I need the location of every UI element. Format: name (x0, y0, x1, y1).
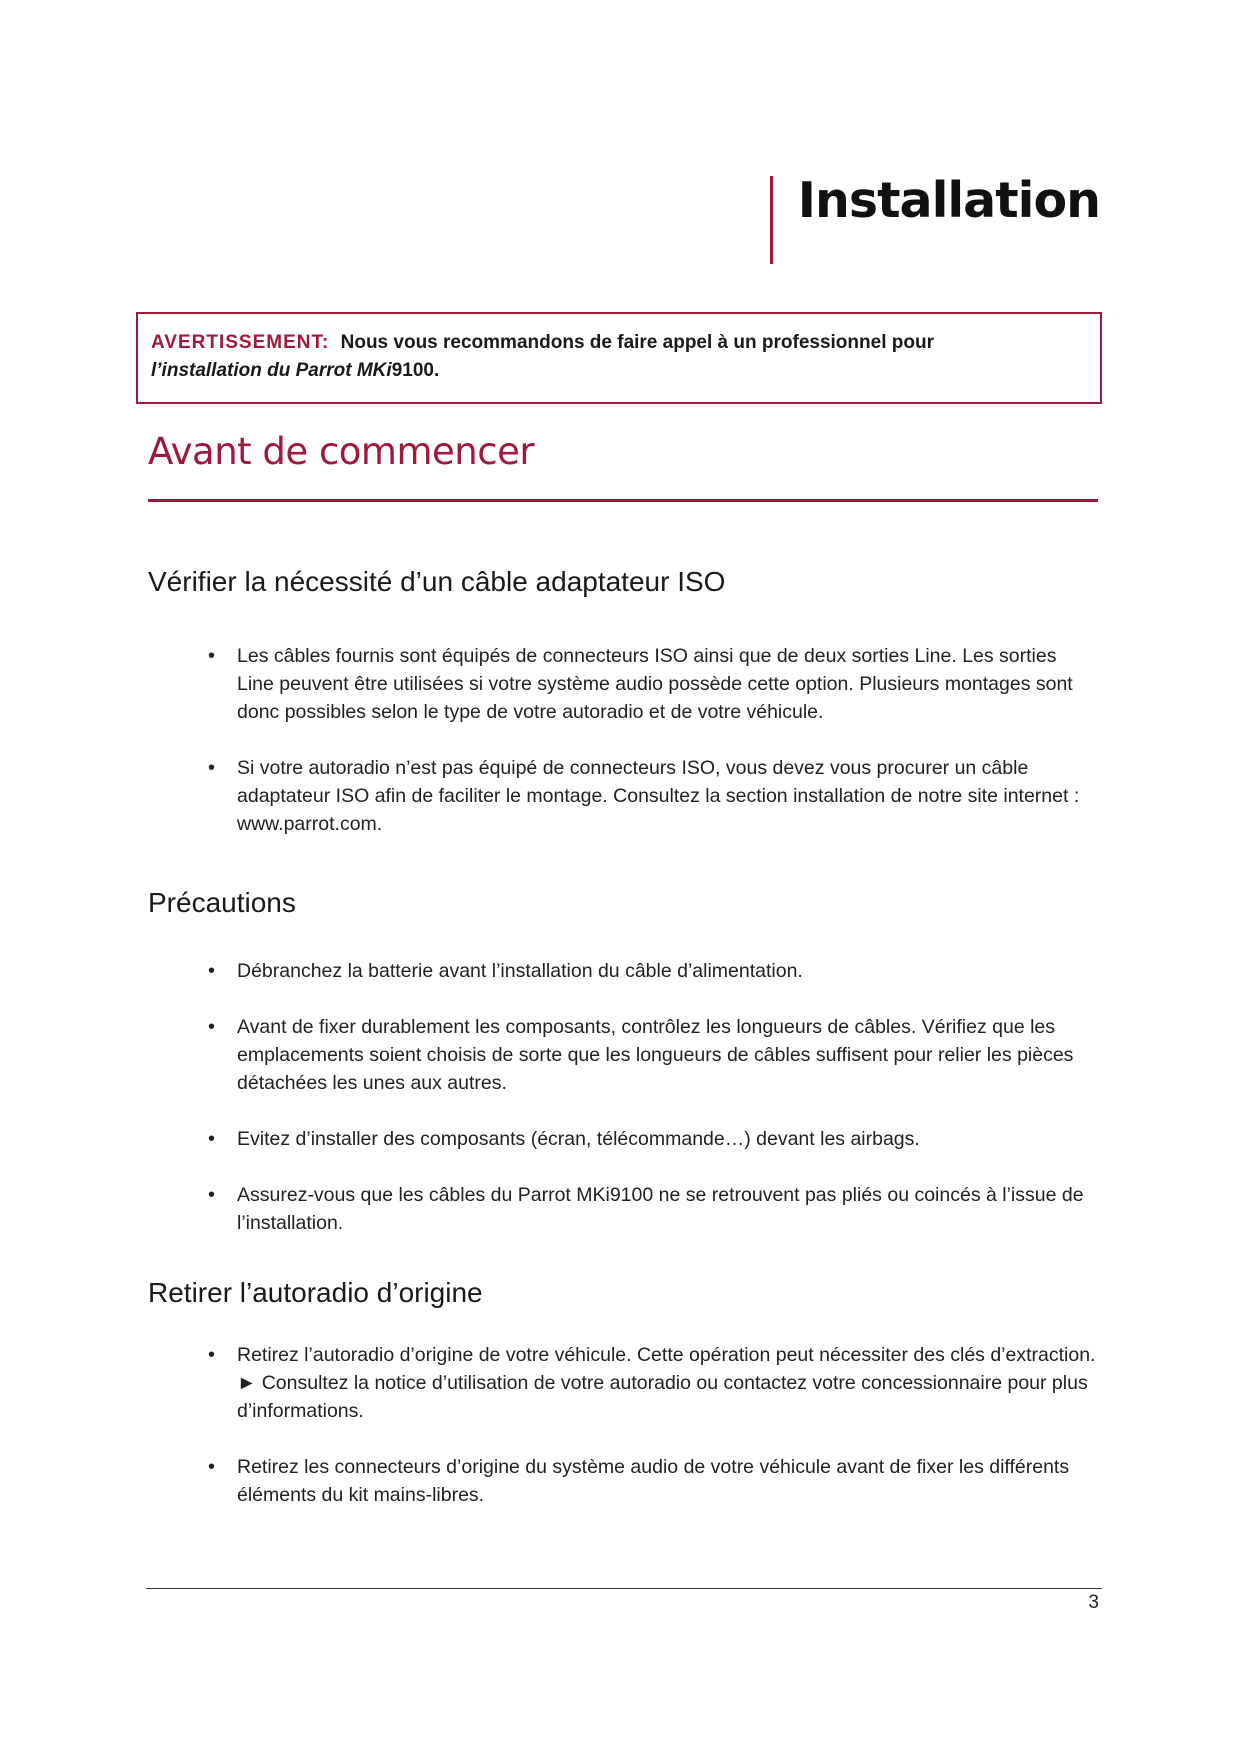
list-item: • Si votre autoradio n’est pas équipé de connecteurs ISO, vous devez vous procurer un câble adaptateur ISO afin de faciliter le montage. Consultez la section installation de notre site internet : www.parrot.com. (148, 754, 1098, 838)
list-item: • Débranchez la batterie avant l’installation du câble d’alimentation. (148, 957, 1098, 985)
bullet-icon: • (208, 1456, 216, 1478)
warning-text-end: 9100. (391, 360, 440, 381)
page-number: 3 (1088, 1592, 1099, 1613)
bullet-icon: • (208, 1184, 216, 1206)
warning-text: Nous vous recommandons de faire appel à un professionnel pour (340, 332, 934, 353)
subsection-title-autoradio: Retirer l’autoradio d’origine (148, 1277, 483, 1308)
warning-text-italic: l’installation du Parrot MKi (151, 360, 392, 381)
list-item: • Les câbles fournis sont équipés de connecteurs ISO ainsi que de deux sorties Line. Les sorties Line peuvent être utilisées si votre système audio possède cette option. Plusieurs montages sont donc possibles selon le type de votre autoradio et de votre véhicule. (148, 642, 1098, 726)
iso-list (148, 642, 1098, 866)
bullet-icon: • (208, 1016, 216, 1038)
title-accent-bar (770, 176, 773, 264)
autoradio-list (148, 1341, 1098, 1537)
page-title: Installation (797, 172, 1100, 229)
bullet-icon: • (208, 645, 216, 667)
list-item: • Assurez-vous que les câbles du Parrot MKi9100 ne se retrouvent pas pliés ou coincés à l’issue de l’installation. (148, 1181, 1098, 1237)
warning-line-1 (151, 329, 1087, 357)
warning-box (136, 312, 1102, 404)
warning-label: AVERTISSEMENT: (151, 332, 330, 353)
bullet-icon: • (208, 960, 216, 982)
bullet-icon: • (208, 757, 216, 779)
bullet-icon: • (208, 1128, 216, 1150)
list-item: • Retirez les connecteurs d’origine du système audio de votre véhicule avant de fixer les différents éléments du kit mains-libres. (148, 1453, 1098, 1509)
list-item: • Retirez l’autoradio d’origine de votre véhicule. Cette opération peut nécessiter des clés d’extraction. ► Consultez la notice d’utilisation de votre autoradio ou contactez votre concessionnaire pour plus d’informations. (148, 1341, 1098, 1425)
footer-divider (146, 1588, 1102, 1589)
section-title: Avant de commencer (148, 430, 535, 473)
list-item: • Avant de fixer durablement les composants, contrôlez les longueurs de câbles. Vérifiez que les emplacements soient choisis de sorte que les longueurs de câbles suffisent pour relier les pièces détachées les unes aux autres. (148, 1013, 1098, 1097)
list-item: • Evitez d’installer des composants (écran, télécommande…) devant les airbags. (148, 1125, 1098, 1153)
subsection-title-precautions: Précautions (148, 887, 296, 918)
precautions-list (148, 957, 1098, 1265)
section-divider (148, 499, 1098, 502)
bullet-icon: • (208, 1344, 216, 1366)
subsection-title-iso: Vérifier la nécessité d’un câble adaptateur ISO (148, 566, 726, 597)
note-arrow-text: ► Consultez la notice d’utilisation de votre autoradio ou contactez votre concessionnaire pour plus d’informations. (237, 1372, 1088, 1422)
warning-line-2 (151, 357, 1087, 385)
